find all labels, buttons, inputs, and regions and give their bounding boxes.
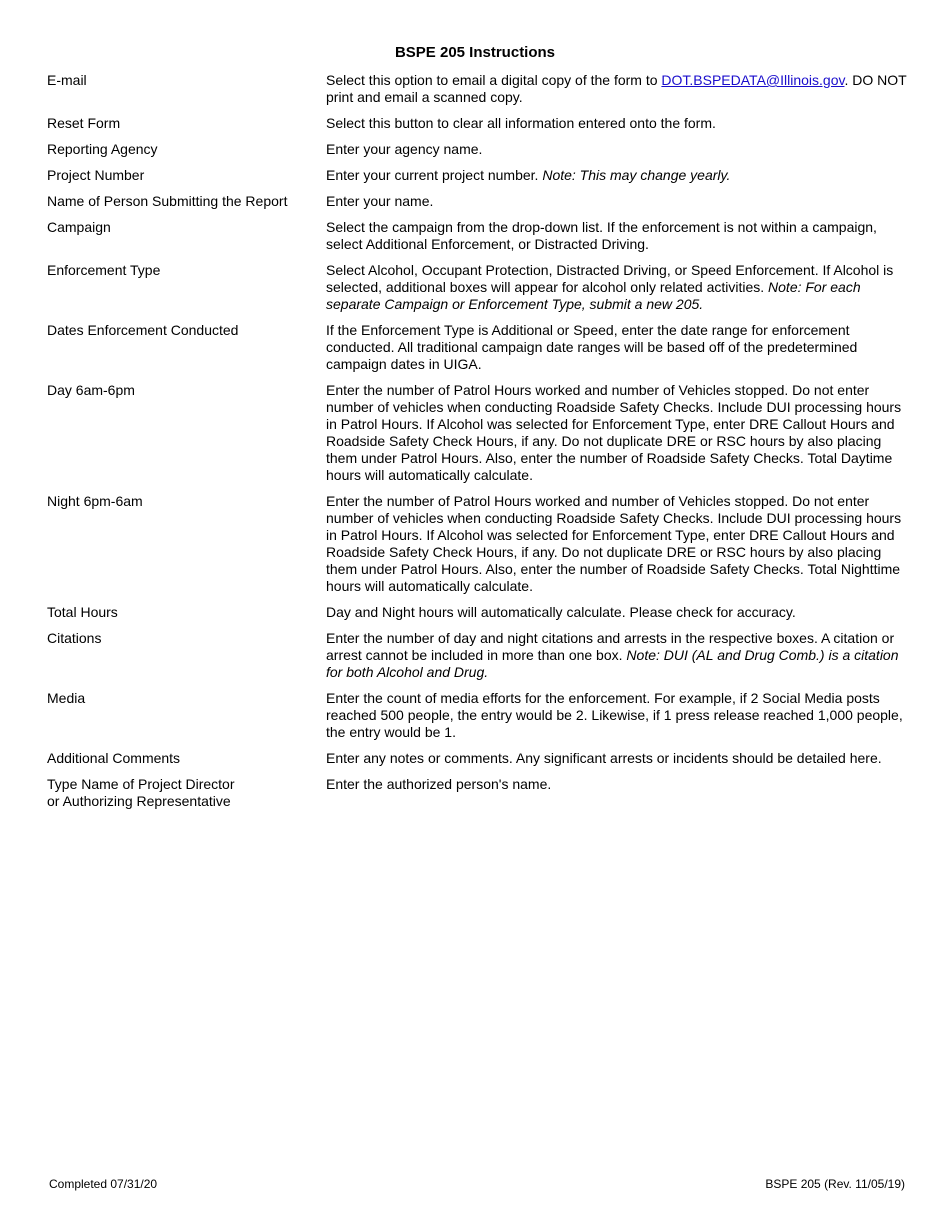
row-term: Media [47, 690, 86, 706]
row-total-hours [47, 604, 907, 621]
row-description [326, 630, 907, 681]
row-description: Enter your agency name. [326, 141, 483, 157]
row-term: Campaign [47, 219, 111, 235]
row-term: Project Number [47, 167, 145, 183]
row-note: Note: DUI (AL and Drug Comb.) is a citation for both Alcohol and Drug. [326, 647, 899, 680]
row-term: Additional Comments [47, 750, 181, 766]
row-term: Dates Enforcement Conducted [47, 322, 239, 338]
row-description-text: . DO NOT print and email a scanned copy. [326, 72, 907, 105]
row-term: Total Hours [47, 604, 118, 620]
row-description [326, 72, 907, 106]
row-term [47, 776, 326, 810]
row-project-director [47, 776, 907, 810]
row-description-text: Enter the number of day and night citations and arrests in the respective boxes. A citation or arrest cannot be included in more than one box. [326, 630, 895, 663]
row-description: Select the campaign from the drop-down list. If the enforcement is not within a campaign, select Additional Enforcement, or Distracted Driving. [326, 219, 877, 252]
row-term: Reset Form [47, 115, 121, 131]
row-term-line: or Authorizing Representative [47, 793, 231, 809]
row-night [47, 493, 907, 595]
row-description: Day and Night hours will automatically calculate. Please check for accuracy. [326, 604, 796, 620]
row-description: Enter the authorized person's name. [326, 776, 552, 792]
row-project-number [47, 167, 907, 184]
row-media [47, 690, 907, 741]
row-term: Reporting Agency [47, 141, 158, 157]
row-term: Night 6pm-6am [47, 493, 143, 509]
row-term: Day 6am-6pm [47, 382, 135, 398]
footer-form-revision: BSPE 205 (Rev. 11/05/19) [765, 1177, 905, 1191]
row-campaign [47, 219, 907, 253]
instructions-list [47, 72, 907, 819]
row-description [326, 262, 907, 313]
row-description: Enter the number of Patrol Hours worked and number of Vehicles stopped. Do not enter number of vehicles when conducting Roadside Safety Checks. Include DUI processing hours in Patrol Hours. If Alcohol was selected for Enforcement Type, enter DRE Callout Hours and Roadside Safety Check Hours, if any. Do not duplicate DRE or RSC hours by also placing them under Patrol Hours. Also, enter the number of Roadside Safety Checks. Total Nighttime hours will automatically calculate. [326, 493, 902, 594]
page-title: BSPE 205 Instructions [394, 44, 556, 61]
row-email [47, 72, 907, 106]
row-reporting-agency [47, 141, 907, 158]
row-term: E-mail [47, 72, 87, 88]
row-day [47, 382, 907, 484]
row-description-text: Select this option to email a digital copy of the form to [326, 72, 662, 88]
row-term: Citations [47, 630, 102, 646]
row-reset-form [47, 115, 907, 132]
row-term: Name of Person Submitting the Report [47, 193, 288, 209]
row-dates-enforcement [47, 322, 907, 373]
row-person-name [47, 193, 907, 210]
email-link[interactable]: DOT.BSPEDATA@Illinois.gov [661, 72, 845, 88]
row-description: Enter your name. [326, 193, 434, 209]
row-additional-comments [47, 750, 907, 767]
row-term: Enforcement Type [47, 262, 161, 278]
row-description: Select this button to clear all information entered onto the form. [326, 115, 716, 131]
row-description: Enter any notes or comments. Any significant arrests or incidents should be detailed here. [326, 750, 882, 766]
row-citations [47, 630, 907, 681]
row-note: Note: For each separate Campaign or Enforcement Type, submit a new 205. [326, 279, 861, 312]
row-description: If the Enforcement Type is Additional or Speed, enter the date range for enforcement conducted. All traditional campaign date ranges will be based off of the predetermined campaign dates in UIGA. [326, 322, 858, 372]
row-term-line: Type Name of Project Director [47, 776, 235, 792]
row-description-text: Enter your current project number. [326, 167, 543, 183]
row-description: Enter the count of media efforts for the enforcement. For example, if 2 Social Media posts reached 500 people, the entry would be 2. Likewise, if 1 press release reached 1,000 people, the entry would be 1. [326, 690, 903, 740]
row-description-text: Select Alcohol, Occupant Protection, Distracted Driving, or Speed Enforcement. If Alcohol is selected, additional boxes will appear for alcohol only related activities. [326, 262, 894, 295]
row-description [326, 167, 907, 184]
row-note: Note: This may change yearly. [542, 167, 731, 183]
row-enforcement-type [47, 262, 907, 313]
row-description: Enter the number of Patrol Hours worked and number of Vehicles stopped. Do not enter number of vehicles when conducting Roadside Safety Checks. Include DUI processing hours in Patrol Hours. If Alcohol was selected for Enforcement Type, enter DRE Callout Hours and Roadside Safety Check Hours, if any. Do not duplicate DRE or RSC hours by also placing them under Patrol Hours. Also, enter the number of Roadside Safety Checks. Total Daytime hours will automatically calculate. [326, 382, 902, 483]
footer-completed-date: Completed 07/31/20 [49, 1177, 158, 1191]
